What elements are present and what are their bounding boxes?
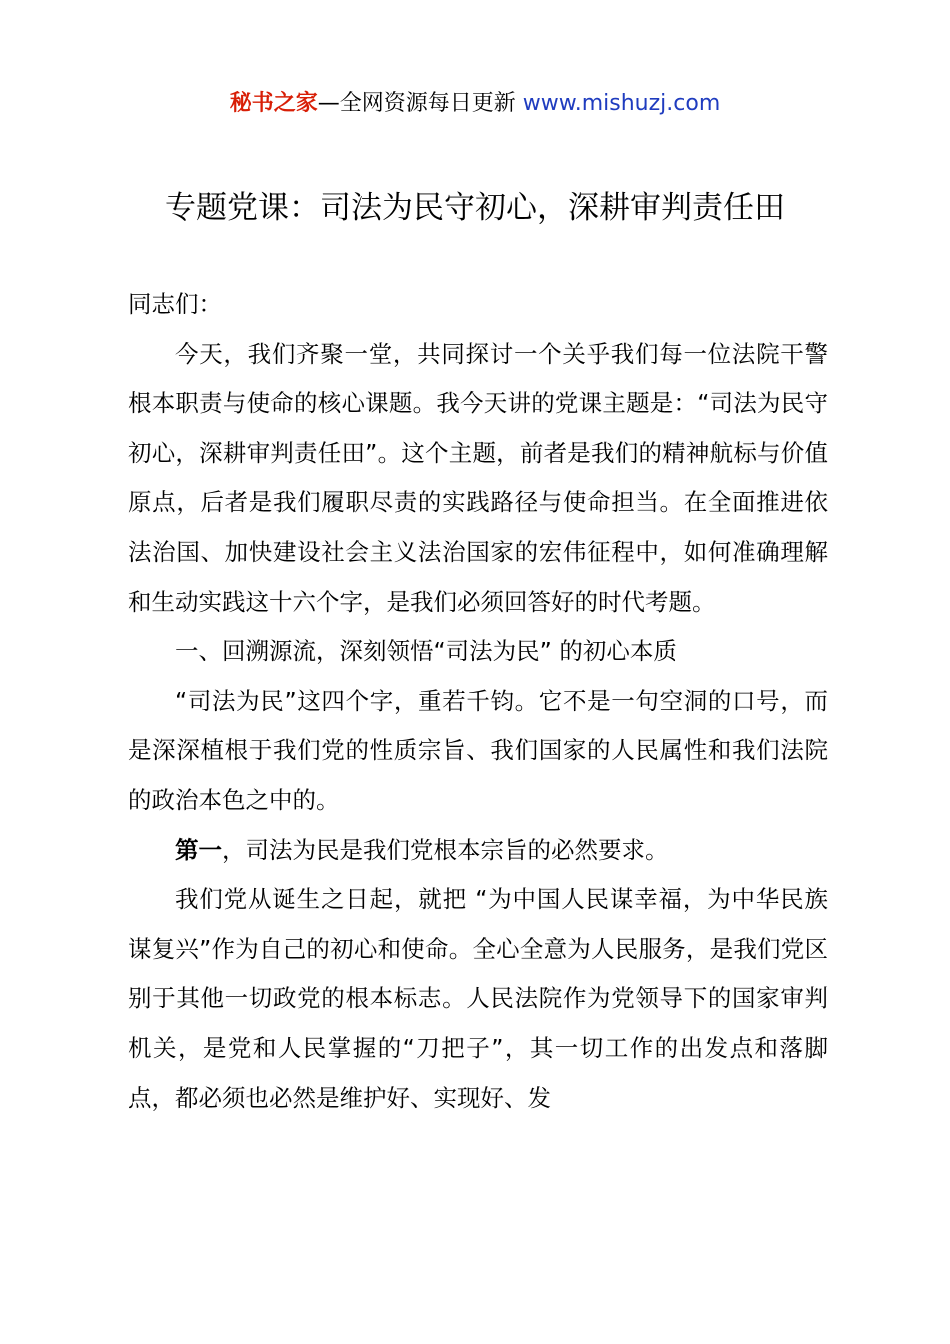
section-heading-1: 一、回溯源流，深刻领悟“司法为民” 的初心本质 [175,637,677,666]
site-brand: 秘书之家 [229,91,318,116]
site-url-link[interactable]: www.mishuzj.com [522,91,721,116]
point-1-label: 第一 [175,835,222,864]
salutation: 同志们： [128,290,222,318]
site-header [0,88,950,120]
paragraph-section1-intro: “司法为民”这四个字，重若千钧。它不是一句空洞的口号，而是深深植根于我们党的性质宗旨、我们国家的人民属性和我们法院的政治本色之中的。 [128,686,828,814]
document-body [128,280,828,1123]
point-1-text: ，司法为民是我们党根本宗旨的必然要求。 [222,835,669,864]
point-1 [128,826,828,876]
site-tagline: —全网资源每日更新 [317,91,523,116]
document-title: 专题党课：司法为民守初心，深耕审判责任田 [165,190,785,226]
paragraph-intro: 今天，我们齐聚一堂，共同探讨一个关乎我们每一位法院干警根本职责与使命的核心课题。我今天讲的党课主题是：“司法为民守初心，深耕审判责任田”。这个主题，前者是我们的精神航标与价值原点，后者是我们履职尽责的实践路径与使命担当。在全面推进依法治国、加快建设社会主义法治国家的宏伟征程中，如何准确理解和生动实践这十六个字，是我们必须回答好的时代考题。 [128,339,828,616]
paragraph-point1-body: 我们党从诞生之日起，就把 “为中国人民谋幸福，为中华民族谋复兴”作为自己的初心和使命。全心全意为人民服务，是我们党区别于其他一切政党的根本标志。人民法院作为党领导下的国家审判机关，是党和人民掌握的“刀把子”，其一切工作的出发点和落脚点，都必须也必然是维护好、实现好、发 [128,885,828,1112]
